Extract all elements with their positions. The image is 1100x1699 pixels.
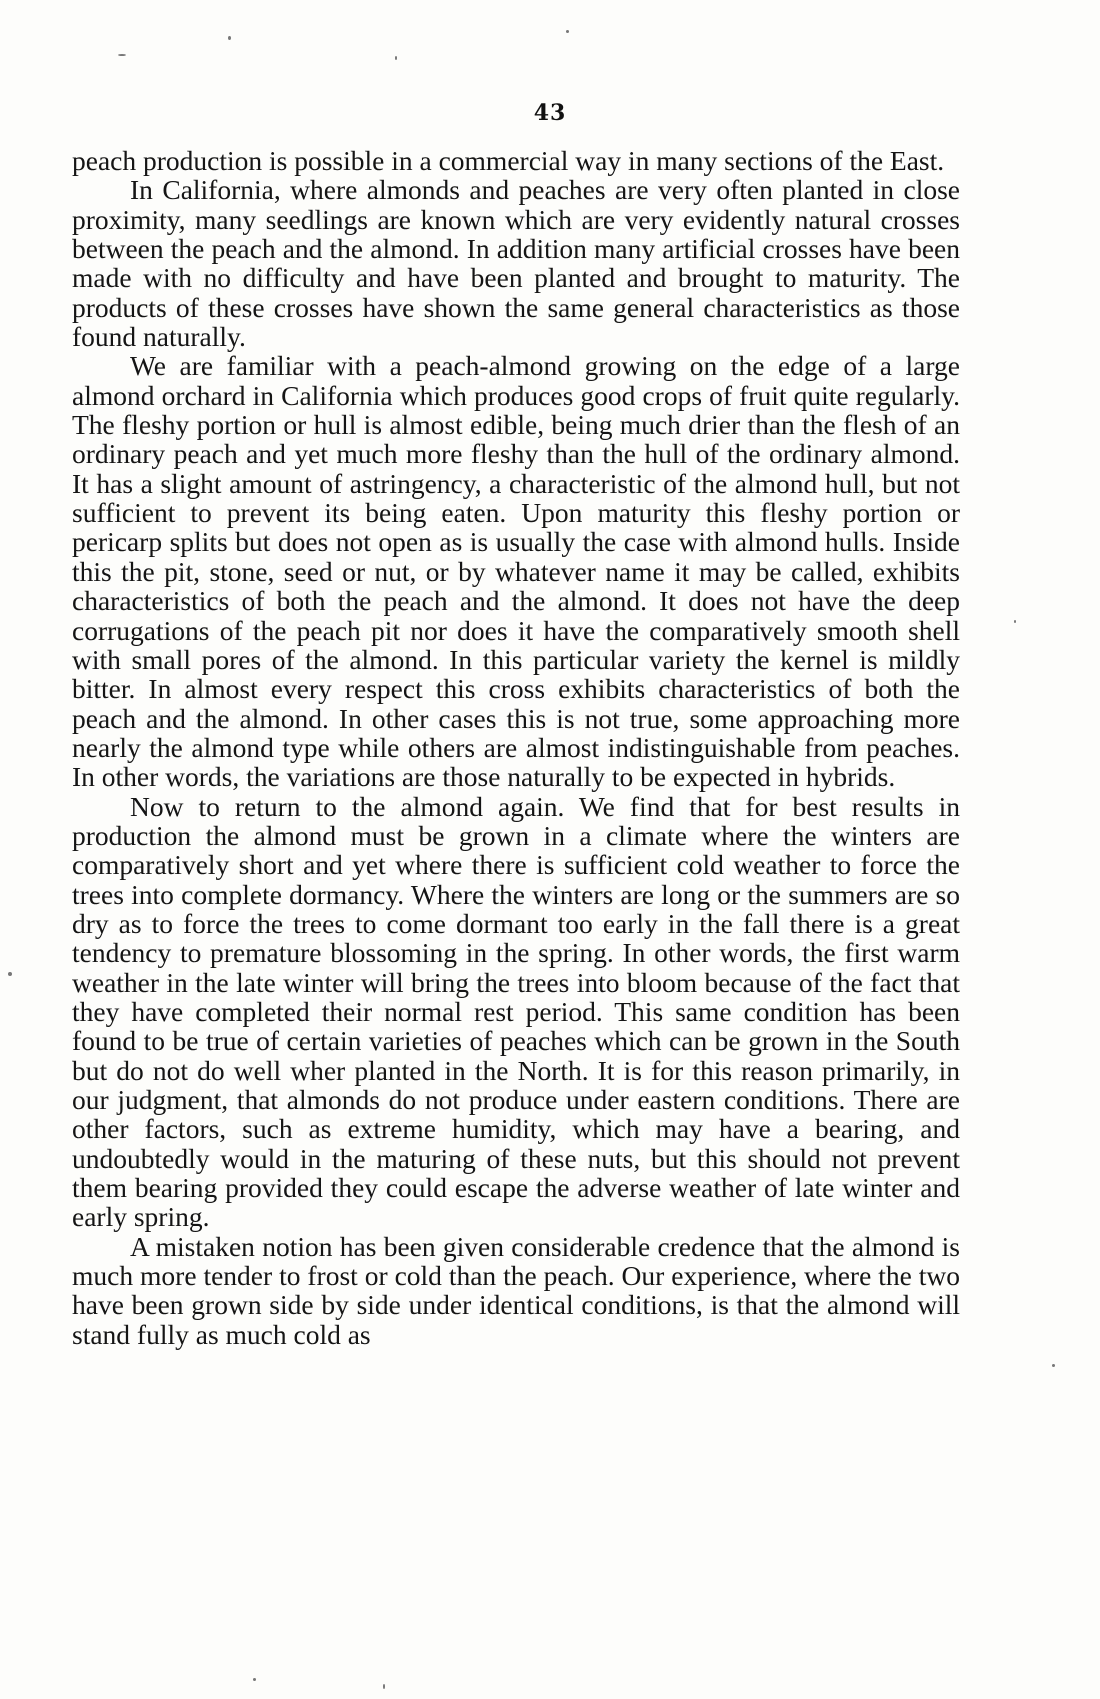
body-text [72, 146, 960, 1349]
paragraph-continuation: peach production is possible in a commercial way in many sections of the East. [72, 145, 945, 176]
page-number: 43 [533, 100, 567, 126]
scan-speck [8, 972, 12, 976]
scan-speck [383, 1684, 385, 1689]
scan-speck [118, 54, 126, 56]
paragraph-frost-tolerance: A mistaken notion has been given considerable credence that the almond is much more tender to frost or cold than the peach. Our experience, where the two have been grown side by side under identical conditions, is that the almond will stand fully as much cold as [72, 1230, 960, 1350]
paragraph-peach-almond: We are familiar with a peach-almond growing on the edge of a large almond orchard in California which produces good crops of fruit quite regularly. The fleshy portion or hull is almost edible, being much drier than the flesh of an ordinary peach and yet much more fleshy than the hull of the ordinary almond. It has a slight amount of astringency, a characteristic of the almond hull, but not sufficient to prevent its being eaten. Upon maturity this fleshy portion or pericarp splits but does not open as is usually the case with almond hulls. Inside this the pit, stone, seed or nut, or by whatever name it may be called, exhibits characteristics of both the peach and the almond. It does not have the deep corrugations of the peach pit nor does it have the comparatively smooth shell with small pores of the almond. In this particular variety the kernel is mildly bitter. In almost every respect this cross exhibits characteristics of both the peach and the almond. In other cases this is not true, some approaching more nearly the almond type while others are almost indistinguishable from peaches. In other words, the variations are those naturally to be expected in hybrids. [72, 350, 960, 793]
paragraph-natural-crosses: In California, where almonds and peaches are very often planted in close proximity, many seedlings are known which are very evidently natural crosses between the peach and the almond. In addition many artificial crosses have been made with no difficulty and have been planted and brought to maturity. The products of these crosses have shown the same general characteristics as those found naturally. [72, 174, 960, 353]
scan-speck [1052, 1364, 1055, 1367]
scan-speck [1014, 620, 1016, 623]
paragraph-climate: Now to return to the almond again. We find that for best results in production the almond must be grown in a climate where the winters are comparatively short and yet where there is sufficient cold weather to force the trees into complete dormancy. Where the winters are long or the summers are so dry as to force the trees to come dormant too early in the fall there is a great tendency to premature blossoming in the spring. In other words, the first warm weather in the late winter will bring the trees into bloom because of the fact that they have completed their normal rest period. This same condition has been found to be true of certain varieties of peaches which can be grown in the South but do not do well wher planted in the North. It is for this reason primarily, in our judgment, that almonds do not produce under eastern conditions. There are other factors, such as extreme humidity, which may have a bearing, and undoubtedly would in the maturing of these nuts, but this should not prevent them bearing provided they could escape the adverse weather of late winter and early spring. [72, 790, 960, 1233]
scan-speck [253, 1678, 256, 1681]
scan-speck [228, 36, 231, 40]
scan-speck [566, 30, 569, 33]
scan-speck [395, 56, 397, 60]
